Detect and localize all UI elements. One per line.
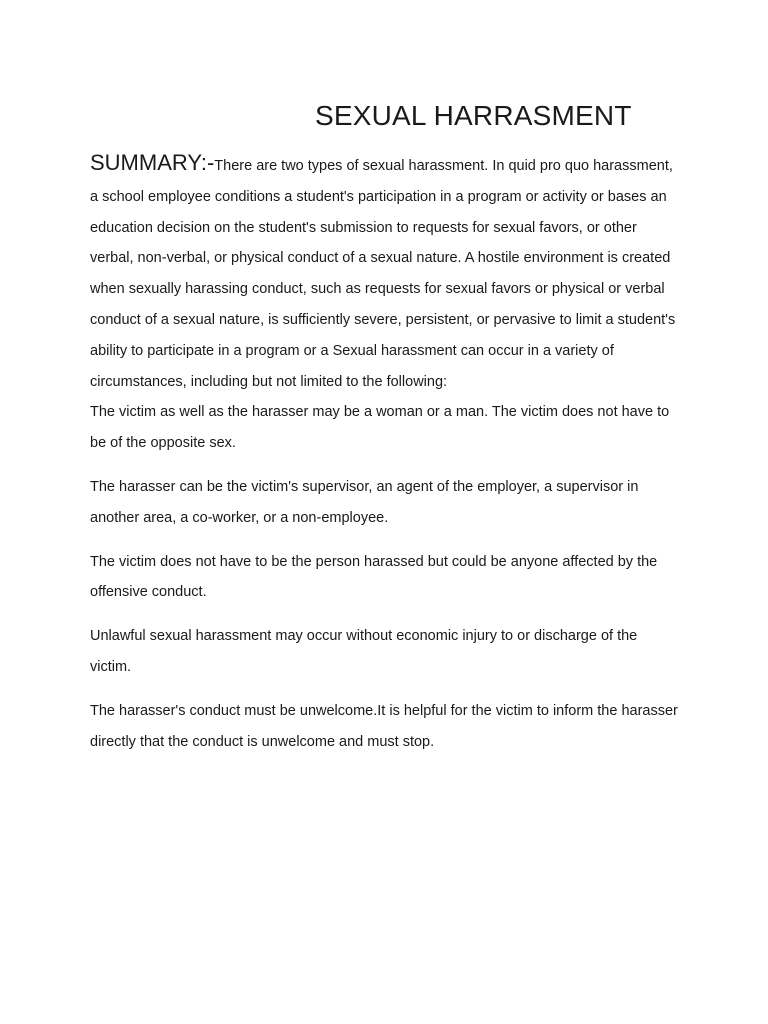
body-paragraph: The victim as well as the harasser may be a woman or a man. The victim does not have to be of the opposite sex. [90, 404, 670, 452]
body-paragraph: The victim does not have to be the person harassed but could be anyone affected by the offensive conduct. [90, 553, 658, 601]
summary-label: SUMMARY:- [90, 150, 215, 175]
body-paragraph: The harasser can be the victim's supervisor, an agent of the employer, a supervisor in another area, a co-worker, or a non-employee. [90, 478, 639, 526]
summary-paragraph [90, 148, 682, 397]
summary-text: There are two types of sexual harassment. In quid pro quo harassment, a school employee conditions a student's participation in a program or activity or bases an education decision on the student's submission to requests for sexual favors, or other verbal, non-verbal, or physical conduct of a sexual nature. A hostile environment is created when sexually harassing conduct, such as requests for sexual favors or physical or verbal conduct of a sexual nature, is sufficiently severe, persistent, or pervasive to limit a student's ability to participate in a program or a Sexual harassment can occur in a variety of circumstances, including but not limited to the following: [90, 158, 676, 390]
document-body [90, 148, 682, 757]
body-paragraph: Unlawful sexual harassment may occur without economic injury to or discharge of the victim. [90, 628, 638, 675]
document-title: SEXUAL HARRASMENT [315, 100, 632, 131]
body-paragraph: The harasser's conduct must be unwelcome.It is helpful for the victim to inform the harasser directly that the conduct is unwelcome and must stop. [90, 702, 678, 750]
